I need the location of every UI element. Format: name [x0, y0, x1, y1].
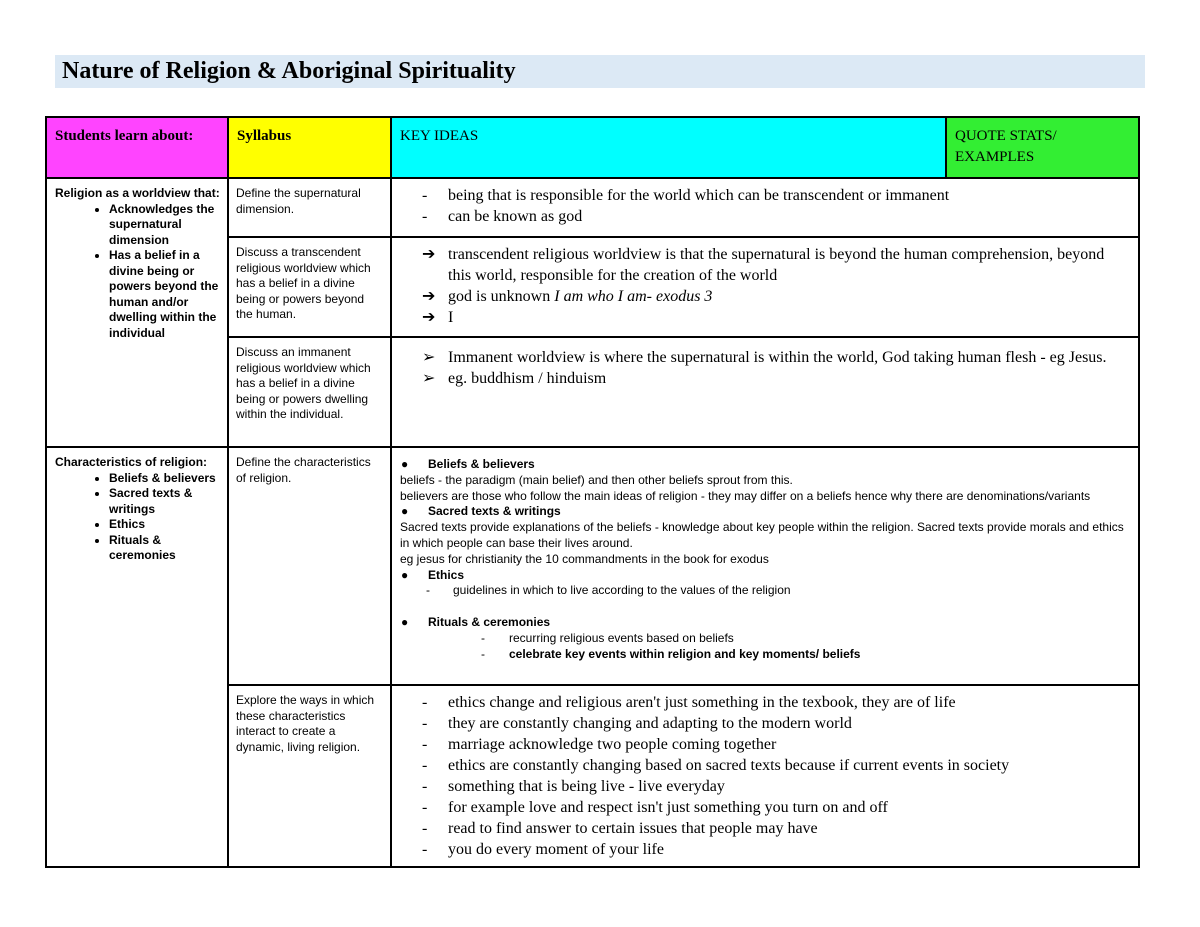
list-item: ● Ethics: [401, 567, 465, 582]
list-item: ➔ transcendent religious worldview is that the supernatural is beyond the human comprehension, beyond this world, responsible for the creation of the world: [422, 246, 1105, 284]
topic-cell-characteristics: [46, 447, 228, 867]
key-ideas-cell: [391, 237, 1139, 337]
list-item: • Rituals & ceremonies: [109, 533, 221, 564]
topic-bullets: [55, 202, 221, 342]
paragraph: believers are those who follow the main ideas of religion - they may differ on a beliefs hence why there are denominations/variants: [400, 488, 1091, 503]
list-item: • Has a belief in a divine being or powers beyond the human and/or dwelling within the individual: [109, 248, 221, 341]
topic-heading: Characteristics of religion:: [55, 455, 208, 469]
list-item: - read to find answer to certain issues that people may have: [422, 820, 818, 837]
key-ideas-cell: [391, 337, 1139, 447]
list-item: ➢ Immanent worldview is where the supernatural is within the world, God taking human flesh - eg Jesus.: [422, 349, 1107, 366]
list-item: - for example love and respect isn't just something you turn on and off: [422, 799, 888, 816]
syllabus-cell: Discuss an immanent religious worldview which has a belief in a divine being or powers dwelling within the individual.: [228, 337, 391, 447]
list-item: - can be known as god: [422, 208, 583, 225]
list-item: - celebrate key events within religion and key moments/ beliefs: [481, 646, 861, 661]
list-item: ● Rituals & ceremonies: [401, 614, 551, 629]
notes-table: [45, 116, 1140, 868]
header-quote: QUOTE STATS/ EXAMPLES: [946, 117, 1139, 178]
syllabus-cell: Define the characteristics of religion.: [228, 447, 391, 685]
key-ideas-cell: [391, 685, 1139, 867]
table-row: [46, 447, 1139, 685]
list-item: - being that is responsible for the world which can be transcendent or immanent: [422, 187, 950, 204]
paragraph: eg jesus for christianity the 10 commandments in the book for exodus: [400, 551, 769, 566]
arrowhead-icon: ➢: [422, 349, 436, 366]
dash-marker: -: [422, 208, 428, 225]
list-item: - recurring religious events based on beliefs: [481, 630, 734, 645]
table-row: [46, 178, 1139, 237]
header-row: [46, 117, 1139, 178]
list-item: ● Sacred texts & writings: [401, 504, 561, 519]
syllabus-cell: Explore the ways in which these characteristics interact to create a dynamic, living religion.: [228, 685, 391, 867]
paragraph: beliefs - the paradigm (main belief) and then other beliefs sprout from this.: [400, 472, 793, 487]
list-item: • Ethics: [109, 517, 221, 533]
topic-heading: Religion as a worldview that:: [55, 186, 220, 200]
header-students: Students learn about:: [46, 117, 228, 178]
list-item: • Beliefs & believers: [109, 471, 221, 487]
key-ideas-cell: [391, 447, 1139, 685]
syllabus-cell: Discuss a transcendent religious worldview which has a belief in a divine being or powers beyond the human.: [228, 237, 391, 337]
topic-cell-worldview: [46, 178, 228, 447]
syllabus-cell: Define the supernatural dimension.: [228, 178, 391, 237]
header-syllabus: Syllabus: [228, 117, 391, 178]
list-item: ➔ god is unknown I am who I am- exodus 3: [422, 288, 713, 305]
arrow-icon: ➔: [422, 288, 436, 305]
key-ideas-cell: [391, 178, 1139, 237]
arrow-icon: ➔: [422, 246, 436, 263]
list-item: - marriage acknowledge two people coming together: [422, 736, 777, 753]
list-item: ➔ I: [422, 309, 454, 326]
list-item: - you do every moment of your life: [422, 841, 664, 858]
list-item: ➢ eg. buddhism / hinduism: [422, 370, 607, 387]
header-key-ideas: KEY IDEAS: [391, 117, 946, 178]
quote-italic: I am who I am- exodus 3: [554, 288, 713, 305]
list-item: • Sacred texts & writings: [109, 486, 221, 517]
list-item: - they are constantly changing and adapting to the modern world: [422, 715, 852, 732]
list-item: ● Beliefs & believers: [401, 457, 535, 471]
topic-bullets: [55, 471, 221, 564]
dash-marker: -: [422, 187, 428, 204]
arrow-icon: ➔: [422, 309, 436, 326]
list-item: - ethics change and religious aren't just something in the texbook, they are of life: [422, 694, 956, 711]
page-title: Nature of Religion & Aboriginal Spirituality: [62, 58, 516, 84]
title-bar: [55, 55, 1145, 88]
list-item: - something that is being live - live everyday: [422, 778, 725, 795]
list-item: - ethics are constantly changing based on sacred texts because if current events in society: [422, 757, 1010, 774]
list-item: • Acknowledges the supernatural dimension: [109, 202, 221, 249]
paragraph: Sacred texts provide explanations of the beliefs - knowledge about key people within the religion. Sacred texts provide morals and ethics in which people can base their lives around.: [400, 520, 1124, 550]
list-item: - guidelines in which to live according to the values of the religion: [426, 583, 791, 598]
arrowhead-icon: ➢: [422, 370, 436, 387]
